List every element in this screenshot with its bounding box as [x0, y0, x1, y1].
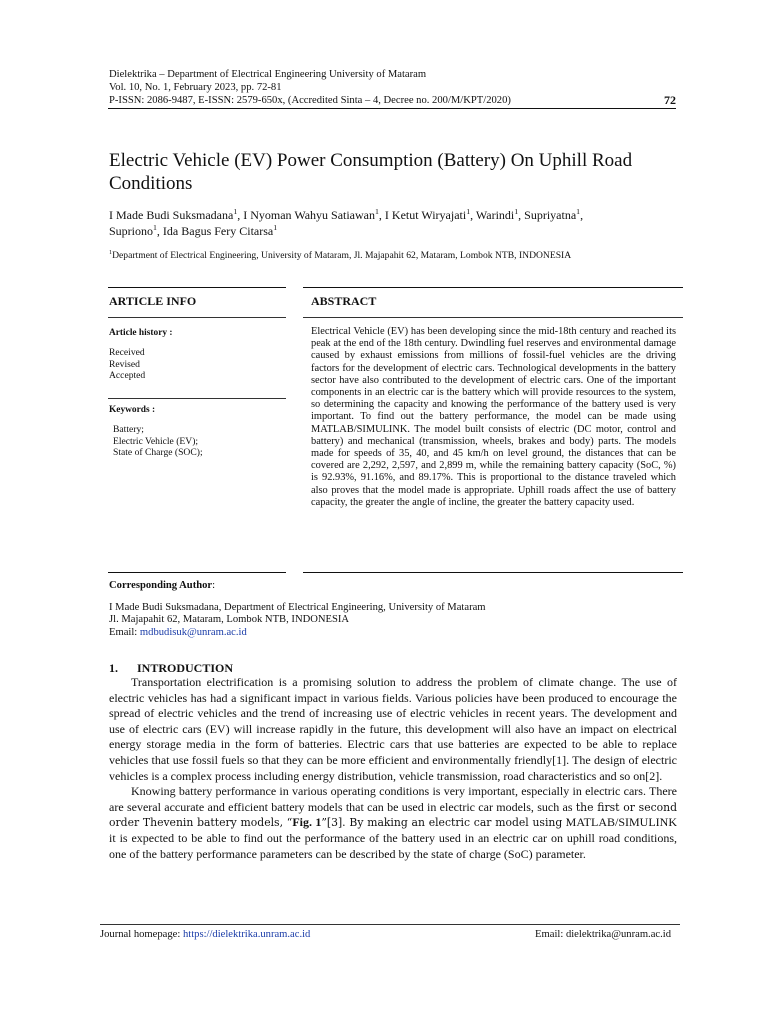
history-item: Received — [109, 347, 145, 358]
homepage-link[interactable]: https://dielektrika.unram.ac.id — [182, 929, 311, 940]
keywords-label: Keywords : — [109, 405, 156, 415]
figure-reference: Fig. 1 — [292, 815, 322, 830]
author: I Ketut Wiryajati$^1$ — [384, 207, 471, 222]
corresponding-line: I Made Budi Suksmadana, Department of Electrical Engineering, University of Mataram — [109, 601, 486, 613]
keyword: State of Charge (SOC); — [113, 447, 203, 458]
article-info-divider — [108, 317, 286, 318]
corresponding-line: Jl. Majapahit 62, Mataram, Lombok NTB, INDONESIA — [109, 614, 350, 625]
paragraph: Transportation electrification is a promising solution to address the problem of climate change. The use of electric vehicles has had a significant impact in various fields. Various policies have been produced to encourage the spread of electric vehicles and the trend of increasing use of electric vehicles in recent years. The development and use of electric cars (EV) will increase rapidly in the future, this development will also have an impact on electrical energy storage media in the form of batteries. Electric cars that use batteries are expected to be able to replace vehicles that use fossil fuels so that they can be more efficient and environmentally friendly[1]. The design of electric vehicles is a complex process including energy distribution, vehicle transmission, road characteristics and so on[2]. — [109, 675, 677, 783]
keywords-divider — [108, 398, 286, 399]
introduction-body — [109, 675, 677, 862]
journal-name: Dielektrika – Department of Electrical Engineering University of Mataram — [109, 69, 427, 80]
abstract-top-rule — [303, 287, 683, 288]
journal-header — [109, 68, 511, 107]
abstract-text: Electrical Vehicle (EV) has been developing since the mid-18th century and reached its peak at the end of the 18th century. Dwindling fuel reserves and environmental damage caused by exhaust emissions from millions of fossil-fuel vehicles are the driving factors for the development of electric cars. Technological developments in the battery sector have also contributed to the development of electric cars. One of the important components in an electric car is the battery which will provide resources to the system, so determining the capacity and knowing the performance of the battery used is very important. To find out the battery performance, the model can be made using MATLAB/SIMULINK. The model built consists of electric (DC motor, control and battery) and mechanical (transmission, wheels, brakes and body) parts. The models made for speeds of 35, 40, and 45 km/h on level ground, the distances that can be covered are 2,292, 2,597, and 2,899 m, while the remaining battery capacity (SoC, %) is 92.93%, 91.16%, and 89.17%. This is proportional to the distance traveled which also proves that the model made is appropriate. Uphill roads affect the use of battery capacity, the greater the angle of incline, the greater the battery capacity used. — [311, 326, 676, 508]
footer-homepage: Journal homepage: https://dielektrika.unram.ac.id — [100, 929, 311, 940]
corresponding-label: Corresponding Author — [109, 580, 213, 591]
abstract-bottom-rule — [303, 572, 683, 573]
article-info-top-rule — [108, 287, 286, 288]
author-list: I Made Budi Suksmadana$^1$, I Nyoman Wahyu Satiawan$^1$, I Ketut Wiryajati$^1$, Warindi$^1$, Supriyatna$^1$, Supriono$^1$, Ida Bagus Fery Citarsa$^1$ — [109, 207, 584, 238]
history-item: Accepted — [109, 370, 146, 381]
footer-divider — [100, 924, 680, 925]
journal-volume: Vol. 10, No. 1, February 2023, pp. 72-81 — [109, 82, 282, 93]
article-info-bottom-rule — [108, 572, 286, 573]
paper-title: Electric Vehicle (EV) Power Consumption (Battery) On Uphill Road Conditions — [109, 150, 633, 194]
abstract-heading: ABSTRACT — [311, 294, 377, 308]
author: I Nyoman Wahyu Satiawan$^1$ — [243, 207, 379, 222]
author: Warindi$^1$ — [475, 207, 519, 222]
history-item: Revised — [109, 358, 140, 370]
article-history-label: Article history : — [109, 328, 173, 338]
footer-email: Email: dielektrika@unram.ac.id — [535, 929, 671, 940]
author: Supriono$^1$ — [109, 223, 157, 238]
keywords-list — [113, 424, 203, 459]
author: I Made Budi Suksmadana$^1$ — [109, 207, 238, 222]
article-history-list — [109, 347, 145, 382]
corresponding-email-link[interactable]: mdbudisuk@unram.ac.id — [139, 626, 247, 638]
article-info-heading: ARTICLE INFO — [109, 294, 197, 308]
corresponding-author: Corresponding Author: I Made Budi Suksmadana, Department of Electrical Engineering, University of Mataram Jl. Majapahit 62, Mataram, Lombok NTB, INDONESIA Email: mdbudisuk@unram.ac.id — [109, 580, 669, 639]
abstract-divider — [303, 317, 683, 318]
paragraph: Knowing battery performance in various operating conditions is very important, especially in electric cars. There are several accurate and efficient battery models that can be used in electric car models, such as the first or second order Thevenin battery models, “Fig. 1”[3]. By making an electric car model using MATLAB/SIMULINK it is expected to be able to find out the performance of the battery used in an electric car on uphill road conditions, one of the battery performance parameters can be described by the state of charge (SoC) parameter. — [109, 784, 677, 861]
header-divider — [108, 108, 676, 109]
affiliation: $^1$Department of Electrical Engineering, University of Mataram, Jl. Majapahit 62, Mataram, Lombok NTB, INDONESIA — [109, 248, 572, 261]
keyword: Electric Vehicle (EV); — [113, 435, 199, 447]
journal-issn: P-ISSN: 2086-9487, E-ISSN: 2579-650x, (Accredited Sinta – 4, Decree no. 200/M/KPT/2020) — [109, 95, 511, 106]
page-number: 72 — [664, 93, 676, 107]
section-heading-introduction: 1. INTRODUCTION — [109, 661, 234, 675]
keyword: Battery; — [113, 424, 144, 435]
author: Ida Bagus Fery Citarsa$^1$ — [162, 223, 278, 238]
author: Supriyatna$^1$ — [524, 207, 581, 222]
